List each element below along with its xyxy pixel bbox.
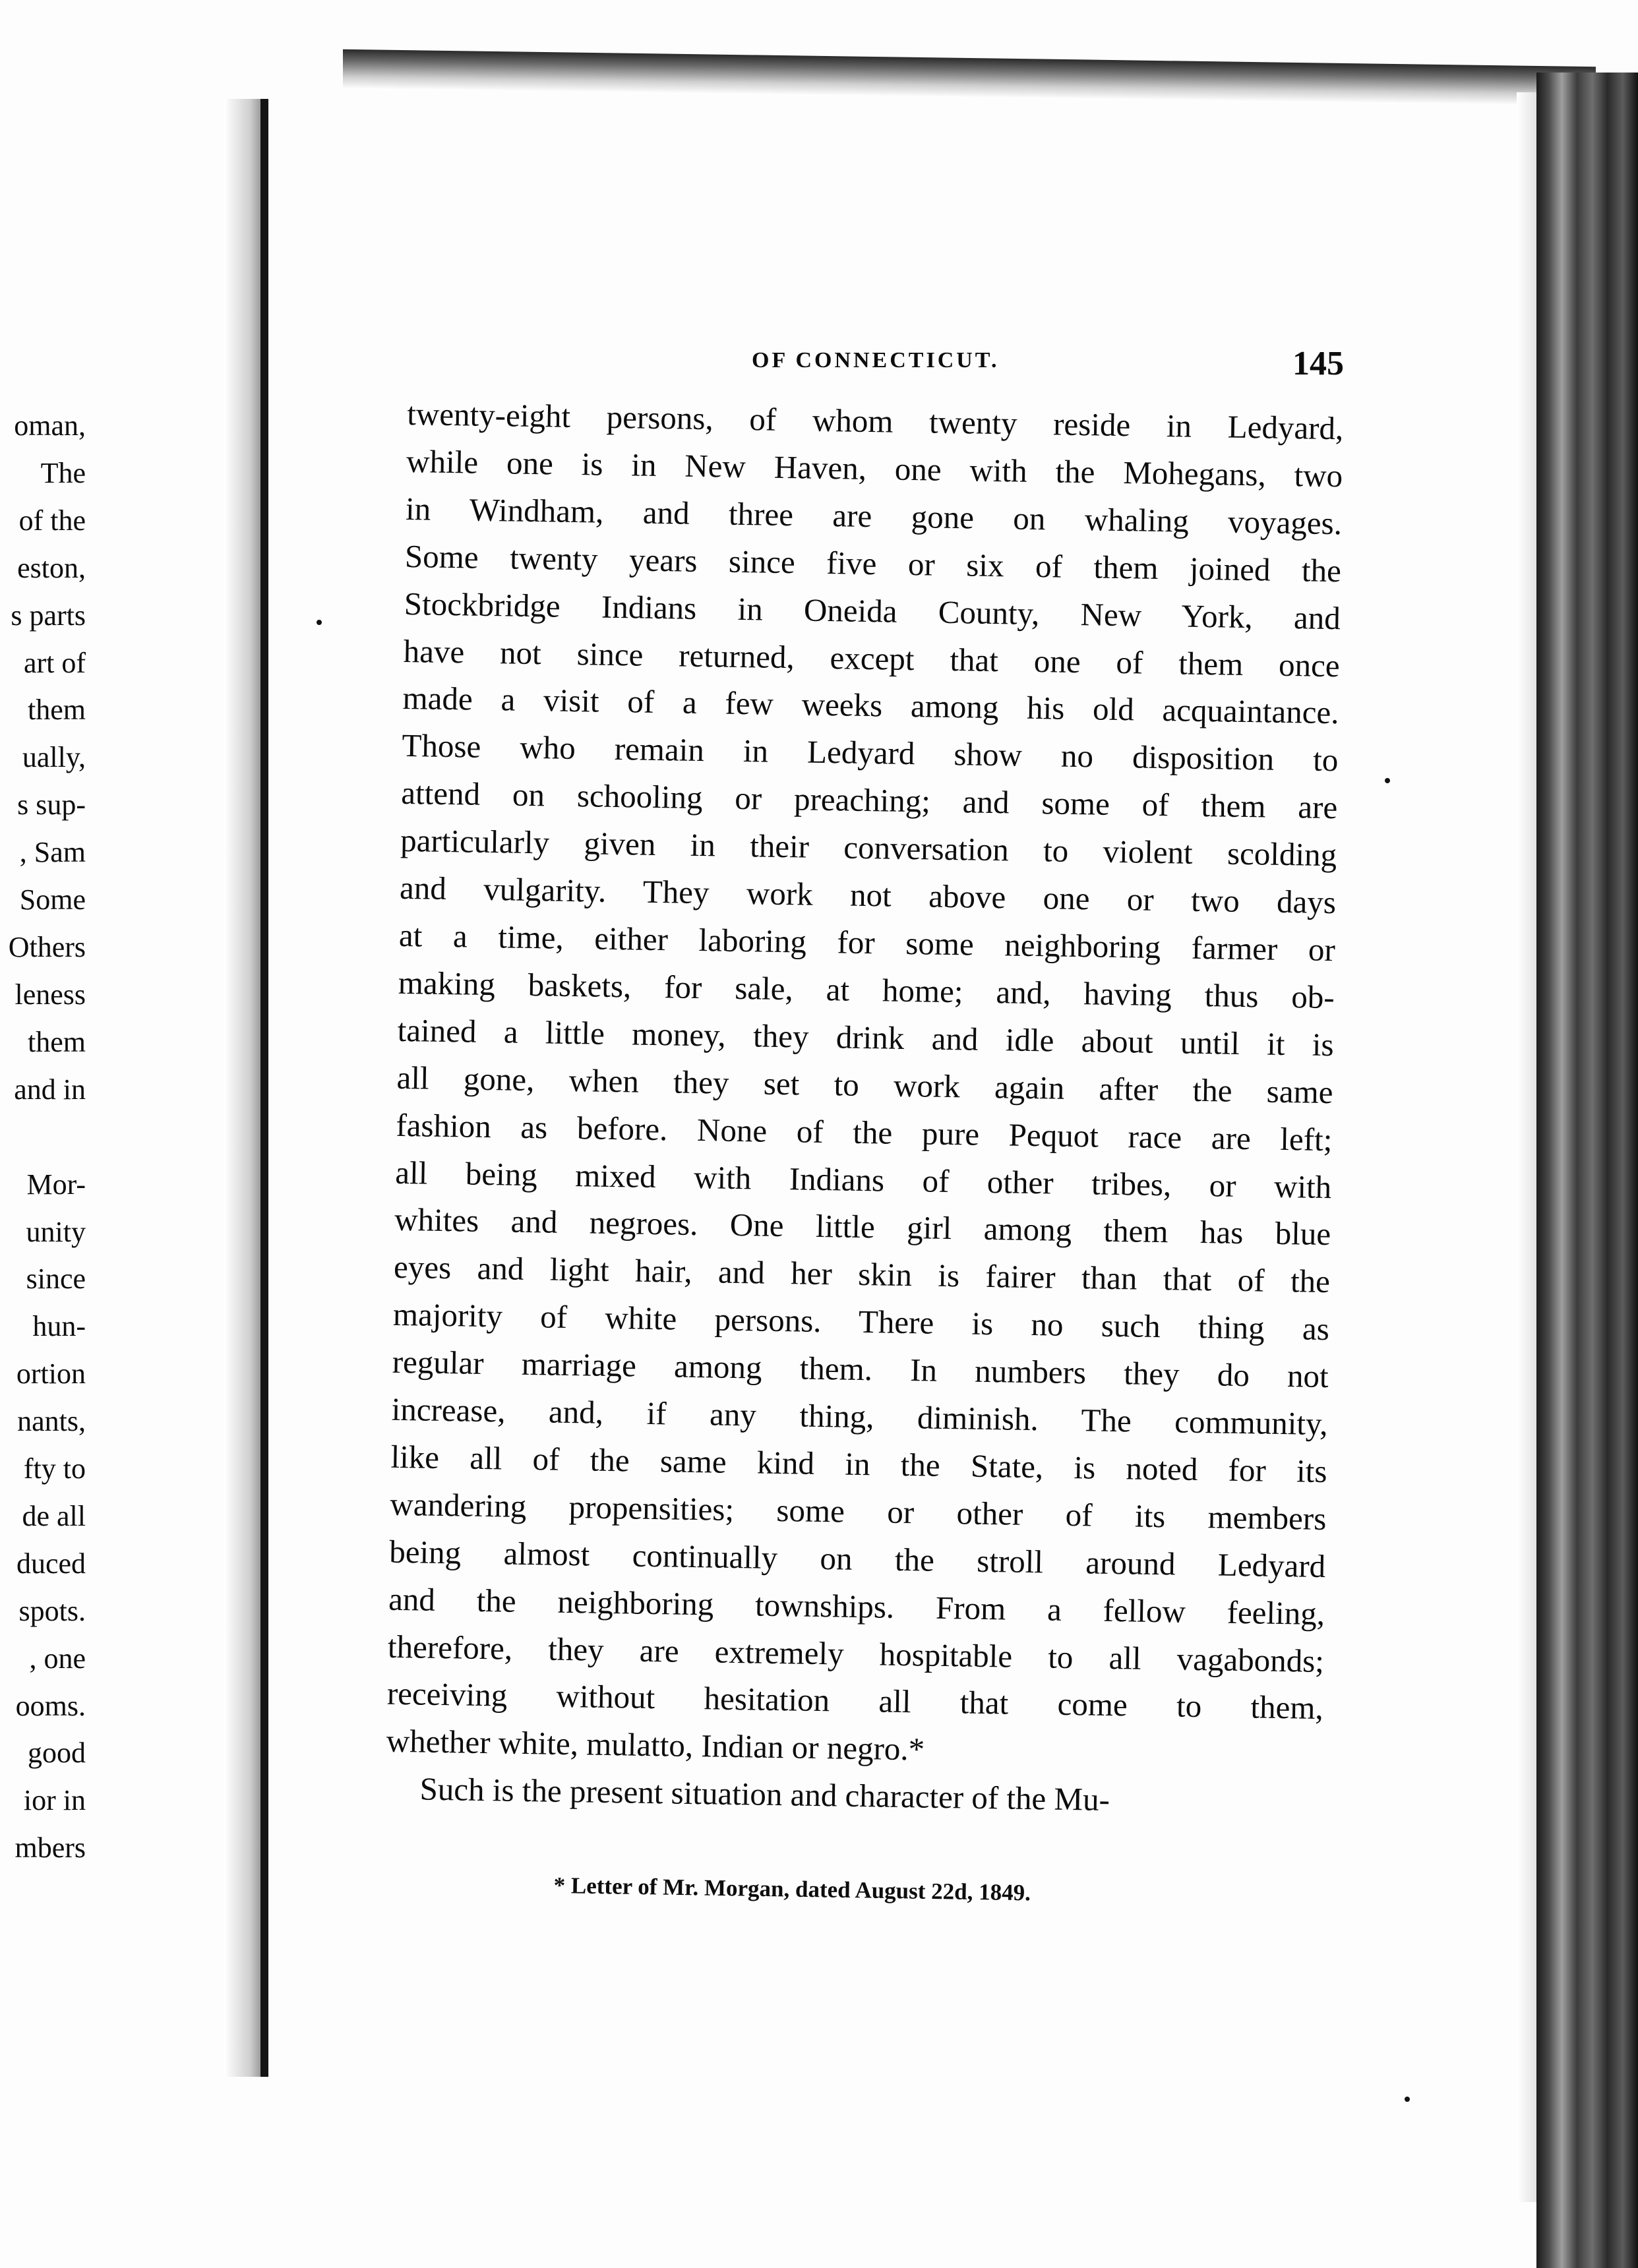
text-line: all gone, when they set to work again after the same: [396, 1059, 1333, 1110]
fragment-line: mbers: [15, 1832, 86, 1865]
text-line: while one is in New Haven, one with the Mohegans, two: [406, 442, 1343, 494]
fragment-line: Others: [8, 930, 86, 963]
text-line: receiving without hesitation all that come to them,: [386, 1675, 1324, 1727]
fragment-line: ually,: [22, 741, 86, 774]
text-line: fashion as before. None of the pure Pequot race are left;: [396, 1106, 1333, 1158]
fragment-line: The: [40, 456, 86, 489]
fragment-line: hun-: [32, 1310, 86, 1343]
text-line: have not since returned, except that one of them once: [403, 632, 1341, 684]
text-line: at a time, either laboring for some neighboring farmer or: [398, 916, 1336, 969]
fragment-line: them: [28, 694, 86, 727]
fragment-line: unity: [26, 1215, 86, 1248]
fragment-line: ooms.: [15, 1689, 86, 1722]
book-gutter: [260, 99, 268, 2077]
spine-shadow: [224, 99, 261, 2077]
fragment-line: s sup-: [17, 789, 86, 821]
text-line: and the neighboring townships. From a fellow feeling,: [388, 1580, 1325, 1632]
fragment-line: and in: [14, 1073, 86, 1106]
body-text: [385, 390, 1344, 1827]
book-fore-edge: [1536, 73, 1638, 2268]
scan-speck: [1385, 778, 1390, 783]
text-line: Some twenty years since five or six of them joined the: [404, 537, 1342, 589]
footnote: * Letter of Mr. Morgan, dated August 22d, 1849.: [553, 1872, 1031, 1906]
fragment-line: nants,: [17, 1405, 86, 1438]
fragment-line: fty to: [23, 1452, 86, 1485]
fragment-line: leness: [15, 978, 86, 1011]
fragment-line: ortion: [16, 1358, 86, 1390]
text-line: and vulgarity. They work not above one or two days: [399, 869, 1337, 921]
fragment-line: de all: [22, 1499, 86, 1532]
text-line: increase, and, if any thing, diminish. The community,: [391, 1390, 1328, 1443]
fragment-gap: [0, 1114, 86, 1161]
text-line: Those who remain in Ledyard show no disposition to: [402, 727, 1339, 779]
fragment-line: oman,: [14, 409, 86, 442]
text-line: whether white, mulatto, Indian or negro.*: [386, 1723, 925, 1768]
scan-speck: [1405, 2097, 1410, 2102]
text-line: particularly given in their conversation to violent scolding: [400, 822, 1337, 874]
text-line: eyes and light hair, and her skin is fairer than that of the: [393, 1249, 1331, 1300]
fragment-line: art of: [23, 646, 86, 679]
fragment-line: duced: [16, 1547, 86, 1580]
scan-speck: [317, 620, 322, 625]
page-number: 145: [1292, 345, 1344, 382]
text-line: whites and negroes. One little girl among them has blue: [394, 1201, 1331, 1253]
text-line: in Windham, and three are gone on whaling voyages.: [405, 490, 1343, 542]
fragment-line: Mor-: [26, 1168, 86, 1201]
text-line: wandering propensities; some or other of its members: [390, 1485, 1327, 1537]
text-line: all being mixed with Indians of other tribes, or with: [394, 1154, 1332, 1205]
text-line: like all of the same kind in the State, is noted for its: [390, 1438, 1327, 1490]
text-line: regular marriage among them. In numbers they do not: [392, 1343, 1329, 1395]
text-line: therefore, they are extremely hospitable to all vagabonds;: [387, 1628, 1325, 1679]
fragment-line: ior in: [23, 1784, 86, 1817]
fragment-line: good: [28, 1737, 86, 1770]
fragment-line: since: [26, 1263, 86, 1296]
text-line: making baskets, for sale, at home; and, having thus ob-: [398, 964, 1335, 1016]
text-line: being almost continually on the stroll around Ledyard: [388, 1533, 1326, 1584]
text-line: Stockbridge Indians in Oneida County, New York, and: [404, 585, 1341, 636]
fragment-line: of the: [18, 504, 86, 537]
fragment-line: s parts: [11, 599, 86, 632]
fragment-line: , Sam: [19, 836, 86, 869]
fragment-line: them: [28, 1025, 86, 1058]
running-head: OF CONNECTICUT.: [752, 348, 1000, 373]
text-line: Such is the present situation and character of the Mu-: [419, 1770, 1110, 1818]
left-page-fragment: [0, 402, 86, 1872]
fragment-line: , one: [29, 1642, 86, 1675]
fragment-line: spots.: [18, 1594, 86, 1627]
text-line: twenty-eight persons, of whom twenty reside in Ledyard,: [407, 395, 1344, 447]
text-line: majority of white persons. There is no such thing as: [392, 1296, 1330, 1348]
text-line: attend on schooling or preaching; and some of them are: [400, 775, 1338, 826]
fragment-line: eston,: [17, 551, 86, 584]
text-line: tained a little money, they drink and idle about until it is: [397, 1011, 1335, 1063]
text-line: made a visit of a few weeks among his old acquaintance.: [402, 680, 1339, 731]
fragment-line: Some: [19, 883, 86, 916]
